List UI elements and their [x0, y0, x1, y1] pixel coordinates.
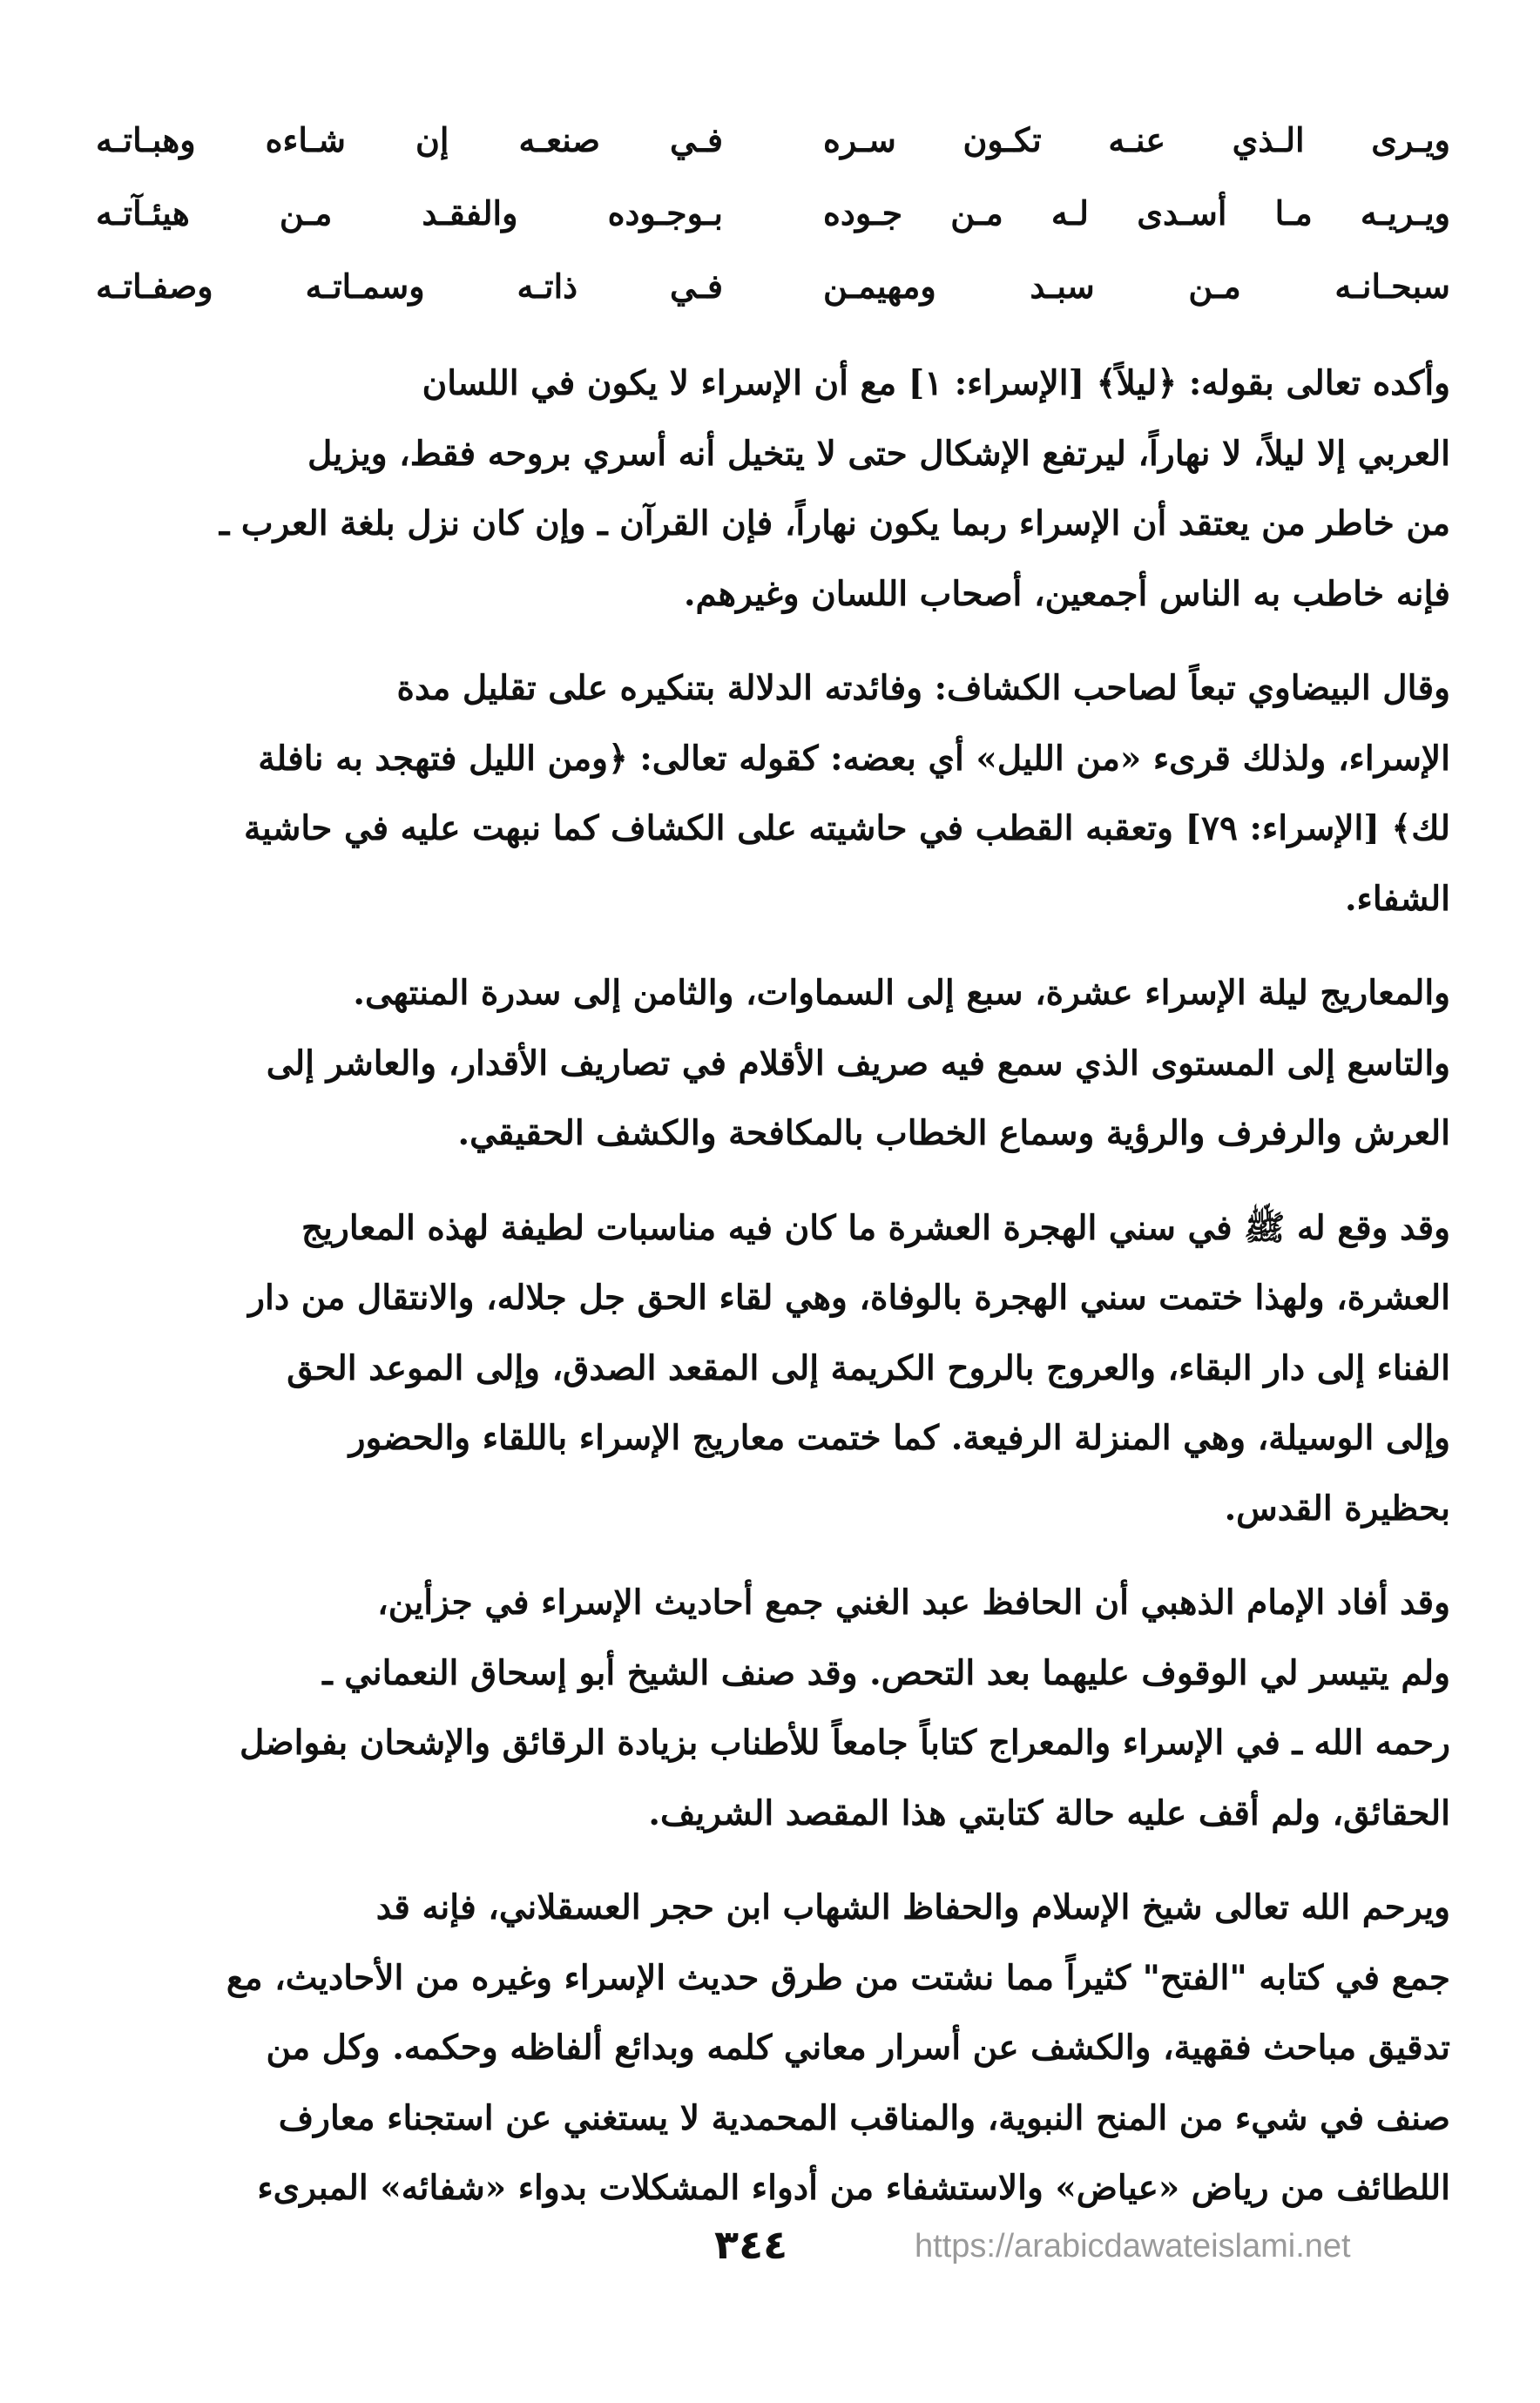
- verse-second-hemistich: فـي صنعـه إن شـاءه وهبـاتـه: [96, 119, 723, 159]
- paragraph-baydawi-commentary: وقال البيضاوي تبعاً لصاحب الكشاف: وفائدته الدلالة بتنكيره على تقليل مدة الإسراء، ولذلك قرىء «من الليل» أي بعضه: كقوله تعالى: ﴿ومن الليل فتهجد به نافلة لك﴾ [الإسراء: ٧٩] وتعقبه القطب في حاشيته على الكشاف كما نبهت عليه في حاشية الشفاء.: [244, 668, 1450, 919]
- verse-line: [96, 103, 1450, 176]
- verse-line: [96, 249, 1450, 322]
- verse-first-hemistich: سبحـانـه مـن سبـد ومهيمـن: [823, 266, 1450, 306]
- watermark-url: https://arabicdawateislami.net: [915, 2228, 1351, 2265]
- paragraph-ten-ascensions: والمعاريج ليلة الإسراء عشرة، سبع إلى السماوات، والثامن إلى سدرة المنتهى. والتاسع إلى المستوى الذي سمع فيه صريف الأقلام في تصاريف الأقدار، والعاشر إلى العرش والرفرف والرؤية وسماع الخطاب بالمكافحة والكشف الحقيقي.: [266, 973, 1450, 1153]
- paragraph-hijra-years: وقد وقع له ﷺ في سني الهجرة العشرة ما كان فيه مناسبات لطيفة لهذه المعاريج العشرة، ولهذا ختمت سني الهجرة بالوفاة، وهي لقاء الحق جل جلاله، والانتقال من دار الفناء إلى دار البقاء، والعروج بالروح الكريمة إلى المقعد الصدق، وإلى الموعد الحق وإلى الوسيلة، وهي المنزلة الرفيعة. كما ختمت معاريج الإسراء باللقاء والحضور بحظيرة القدس.: [248, 1207, 1450, 1529]
- verse-first-hemistich: ويـرى الـذي عنـه تكـون سـره: [823, 119, 1450, 159]
- poem-verses: [96, 103, 1450, 322]
- book-page: [96, 103, 1450, 2298]
- verse-second-hemistich: فـي ذاتـه وسمـاتـه وصفـاتـه: [96, 266, 723, 306]
- verse-first-hemistich: ويـريـه مـا أسـدى لـه مـن جـوده: [823, 192, 1450, 233]
- paragraph-ibn-hajar: ويرحم الله تعالى شيخ الإسلام والحفاظ الشهاب ابن حجر العسقلاني، فإنه قد جمع في كتابه "الفتح" كثيراً مما نشتت من طرق حديث الإسراء وغيره من الأحاديث، مع تدقيق مباحث فقهية، والكشف عن أسرار معاني كلمه وبدائع ألفاظه وحكمه. وكل من صنف في شيء من المنح النبوية، والمناقب المحمدية لا يستغني عن استجناء معارف اللطائف من رياض «عياض» والاستشفاء من أدواء المشكلات بدواء «شفائه» المبرىء: [226, 1887, 1450, 2208]
- paragraph-dhahabi: وقد أفاد الإمام الذهبي أن الحافظ عبد الغني جمع أحاديث الإسراء في جزأين، ولم يتيسر لي الوقوف عليهما بعد التحص. وقد صنف الشيخ أبو إسحاق النعماني ـ رحمه الله ـ في الإسراء والمعراج كتاباً جامعاً للأطناب بزيادة الرقائق والإشحان بفواضل الحقائق، ولم أقف عليه حالة كتابتي هذا المقصد الشريف.: [240, 1583, 1450, 1833]
- verse-line: [96, 176, 1450, 249]
- page-footer: [0, 2221, 1540, 2291]
- verse-second-hemistich: بـوجـوده والفقـد مـن هيئـآتـه: [96, 192, 723, 233]
- page-number: ٣٤٤: [714, 2221, 788, 2268]
- paragraph-ascension-at-night: وأكده تعالى بقوله: ﴿ليلاً﴾ [الإسراء: ١] مع أن الإسراء لا يكون في اللسان العربي إلا ليلاً، لا نهاراً، ليرتفع الإشكال حتى لا يتخيل أنه أسري بروحه فقط، ويزيل من خاطر من يعتقد أن الإسراء ربما يكون نهاراً، فإن القرآن ـ وإن كان نزل بلغة العرب ـ فإنه خاطب به الناس أجمعين، أصحاب اللسان وغيرهم.: [219, 363, 1450, 614]
